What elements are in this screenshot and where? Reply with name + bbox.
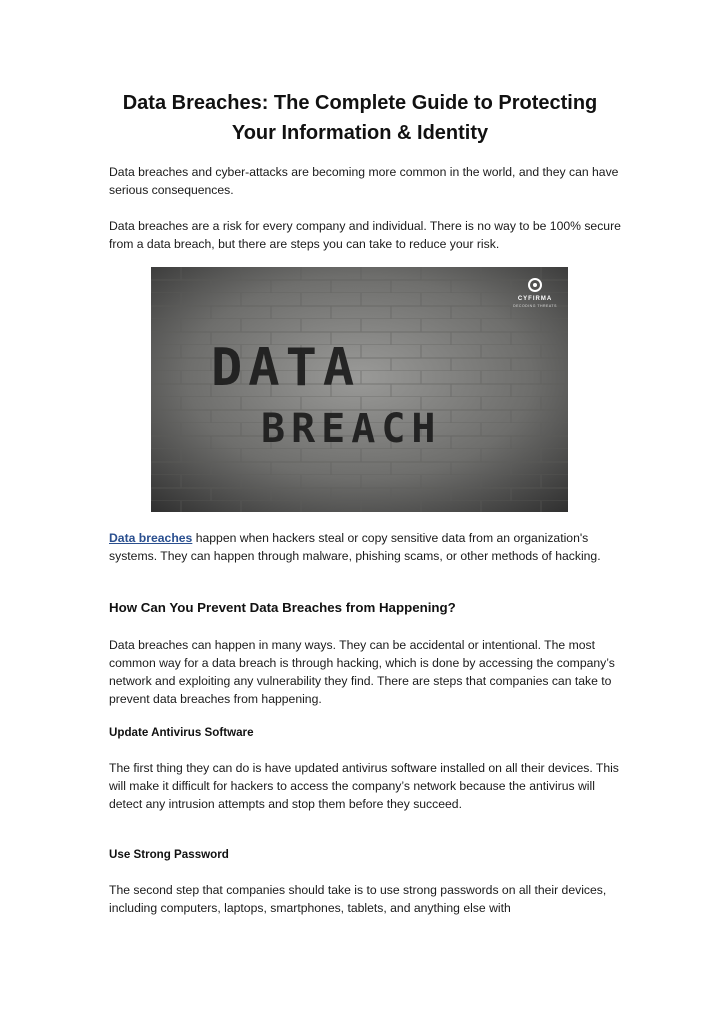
data-breaches-link[interactable]: Data breaches xyxy=(109,531,193,545)
image-text-breach: BREACH xyxy=(261,406,442,452)
data-breach-image xyxy=(151,267,568,512)
password-paragraph: The second step that companies should take is to use strong passwords on all their devices, including computers, laptops, smartphones, tablets, and anything else with xyxy=(109,883,607,915)
article-title xyxy=(60,88,660,148)
antivirus-paragraph: The first thing they can do is have updated antivirus software installed on all their devices. This will make it difficult for hackers to access the company’s network because the antivirus will detect any intrusion attempts and stop them before they succeed. xyxy=(109,761,619,811)
intro-paragraph-2: Data breaches are a risk for every company and individual. There is no way to be 100% secure from a data breach, but there are steps you can take to reduce your risk. xyxy=(109,219,621,251)
logo-subtext: DECODING THREATS xyxy=(513,304,557,308)
image-text-data: DATA xyxy=(211,338,361,398)
intro-paragraph-1: Data breaches and cyber-attacks are becoming more common in the world, and they can have serious consequences. xyxy=(109,165,619,197)
logo-text: CYFIRMA xyxy=(517,296,553,302)
breach-definition-text: happen when hackers steal or copy sensitive data from an organization's systems. They can happen through malware, phishing scams, or other methods of hacking. xyxy=(109,531,601,563)
subheading-password: Use Strong Password xyxy=(109,848,229,861)
article-title-line1: Data Breaches: The Complete Guide to Protecting xyxy=(122,92,598,114)
subheading-antivirus: Update Antivirus Software xyxy=(109,726,254,739)
section-heading-prevention: How Can You Prevent Data Breaches from Happening? xyxy=(109,600,456,615)
prevention-paragraph: Data breaches can happen in many ways. They can be accidental or intentional. The most common way for a data breach is through hacking, which is done by accessing the company’s network and exploiting any vulnerability they find. There are steps that companies can take to prevent data breaches from happening. xyxy=(109,638,615,706)
breach-definition-paragraph xyxy=(109,529,629,565)
article-title-line2: Your Information & Identity xyxy=(231,122,489,144)
